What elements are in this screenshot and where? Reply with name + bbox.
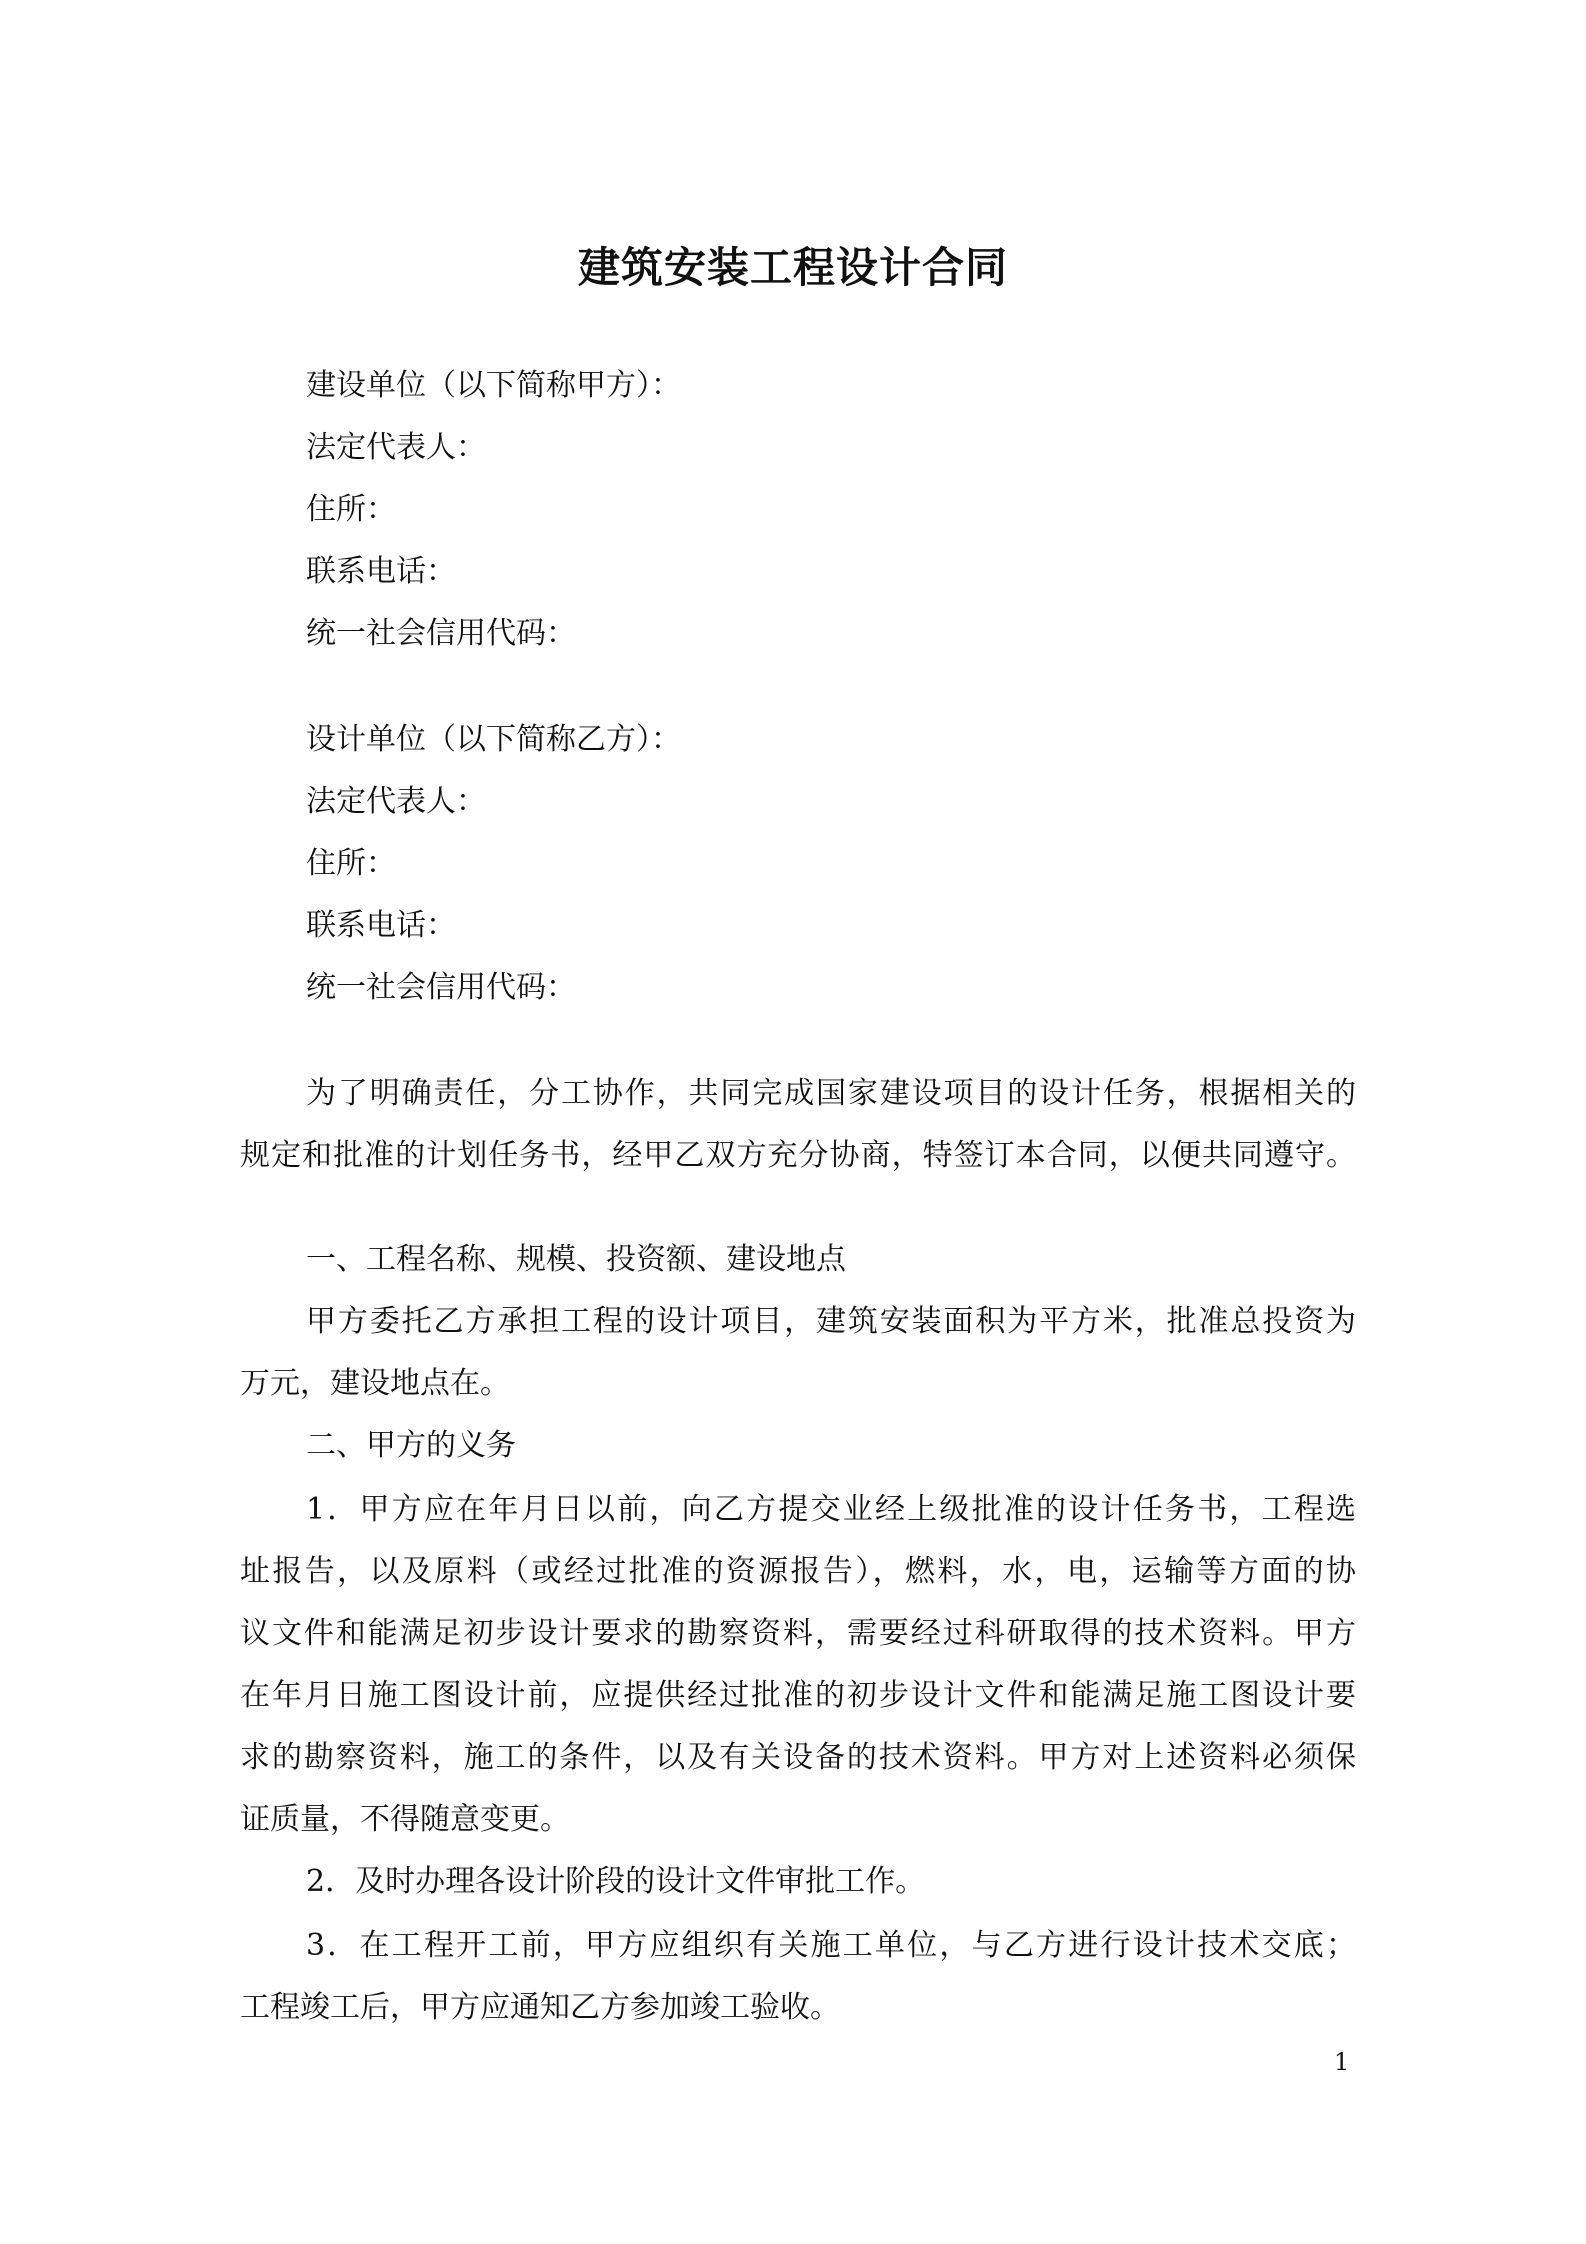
section-2-item-1-line: 在年月日施工图设计前，应提供经过批准的初步设计文件和能满足施工图设计要 (240, 1678, 1356, 1713)
party-b-phone: 联系电话： (306, 908, 456, 943)
party-a-address: 住所： (306, 492, 396, 527)
party-a-rep: 法定代表人： (306, 430, 486, 465)
section-2-item-3-line: 工程竣工后，甲方应通知乙方参加竣工验收。 (240, 1990, 840, 2025)
section-1-line: 万元，建设地点在。 (240, 1366, 510, 1401)
section-2-item-1-line: 议文件和能满足初步设计要求的勘察资料，需要经过科研取得的技术资料。甲方 (240, 1616, 1356, 1651)
section-2-item-3-line: 3．在工程开工前，甲方应组织有关施工单位，与乙方进行设计技术交底； (306, 1928, 1356, 1963)
party-b-rep: 法定代表人： (306, 784, 486, 819)
section-2-item-1-line: 址报告，以及原料（或经过批准的资源报告），燃料，水，电，运输等方面的协 (240, 1554, 1356, 1589)
party-a-phone: 联系电话： (306, 554, 456, 589)
section-2-heading: 二、甲方的义务 (306, 1428, 516, 1463)
section-2-item-1-line: 证质量，不得随意变更。 (240, 1802, 570, 1837)
party-b-credit-code: 统一社会信用代码： (306, 970, 576, 1005)
party-b-address: 住所： (306, 846, 396, 881)
document-title: 建筑安装工程设计合同 (577, 243, 1008, 292)
party-b-unit: 设计单位（以下简称乙方）： (306, 722, 681, 757)
preamble-line: 为了明确责任，分工协作，共同完成国家建设项目的设计任务，根据相关的 (306, 1076, 1356, 1111)
section-2-item-2: 2．及时办理各设计阶段的设计文件审批工作。 (306, 1864, 926, 1899)
page-number: 1 (1334, 2048, 1350, 2076)
section-2-item-1-line: 求的勘察资料，施工的条件，以及有关设备的技术资料。甲方对上述资料必须保 (240, 1740, 1356, 1775)
section-1-line: 甲方委托乙方承担工程的设计项目，建筑安装面积为平方米，批准总投资为 (306, 1304, 1356, 1339)
preamble-line: 规定和批准的计划任务书，经甲乙双方充分协商，特签订本合同，以便共同遵守。 (240, 1138, 1356, 1173)
section-1-heading: 一、工程名称、规模、投资额、建设地点 (306, 1242, 846, 1277)
section-2-item-1-line: 1．甲方应在年月日以前，向乙方提交业经上级批准的设计任务书，工程选 (306, 1492, 1356, 1527)
party-a-unit: 建设单位（以下简称甲方）： (306, 368, 681, 403)
party-a-credit-code: 统一社会信用代码： (306, 616, 576, 651)
